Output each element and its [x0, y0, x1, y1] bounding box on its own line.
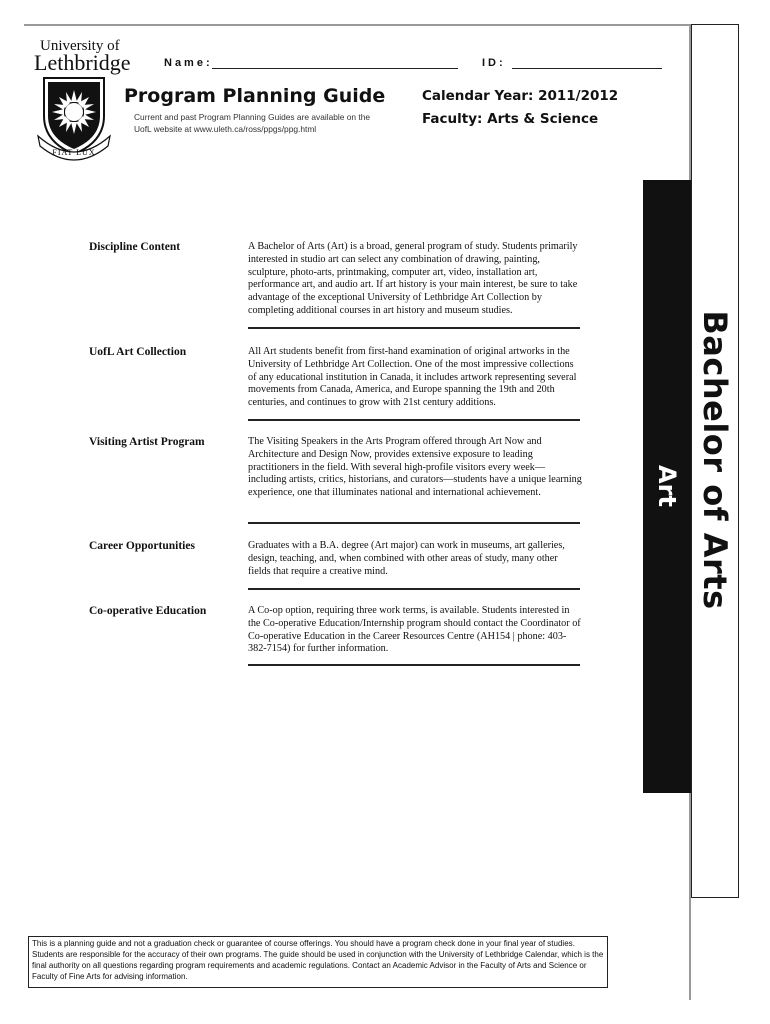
section-divider [248, 588, 580, 590]
university-name-line1: University of [40, 38, 120, 54]
faculty: Faculty: Arts & Science [422, 111, 599, 127]
section-label-discipline: Discipline Content [89, 241, 181, 253]
university-name-line2: Lethbridge [34, 50, 131, 75]
name-label: Name: [164, 57, 213, 69]
page-title: Program Planning Guide [124, 85, 386, 107]
crest-motto: FIAT LUX [52, 148, 96, 157]
section-label-visiting-artist: Visiting Artist Program [89, 436, 205, 448]
disclaimer-footer: This is a planning guide and not a graduation check or guarantee of course offerings. You should have a program check done in your final year of studies. Students are responsible for the accuracy of their own programs. The guide should be used in conjunction with the University of Lethbridge Calendar, which is the final authority on all questions regarding program requirements and academic regulations. Contact an Academic Advisor in the Faculty of Arts and Science or Faculty of Fine Arts for advising information. [28, 936, 608, 988]
section-label-coop: Co-operative Education [89, 605, 207, 617]
degree-label: Bachelor of Arts [696, 310, 734, 610]
page-frame [24, 24, 691, 1000]
section-divider [248, 419, 580, 421]
major-label: Art [653, 465, 681, 507]
section-body-visiting-artist: The Visiting Speakers in the Arts Program offered through Art Now and Architecture and Design Now, provides extensive exposure to leading practitioners in the field. With several high-profile visitors every week—including artists, critics, historians, and curators—students have a unique learning experience, one that illuminates national and international achievement. [248, 436, 582, 499]
section-divider [248, 522, 580, 524]
section-body-collection: All Art students benefit from first-hand examination of original artworks in the University of Lethbridge Art Collection. One of the most impressive collections of any educational institution in Canada, it includes artwork representing several movements from Canada, America, and Europe spanning the 19th and 20th centuries, and continues to grow with 21st century additions. [248, 346, 577, 409]
university-crest-icon [36, 76, 116, 164]
section-body-career: Graduates with a B.A. degree (Art major) can work in museums, art galleries, design, teaching, and, when combined with other areas of study, many other fields that require a creative mind. [248, 540, 565, 577]
id-field[interactable] [512, 68, 662, 69]
id-label: ID: [482, 57, 506, 69]
calendar-year: Calendar Year: 2011/2012 [422, 88, 619, 104]
section-body-coop: A Co-op option, requiring three work terms, is available. Students interested in the Co-operative Education/Internship program should contact the Coordinator of Co-operative Education in the Career Resources Centre (AH154 | phone: 403-382-7154) for further information. [248, 605, 581, 655]
page-subtitle: Current and past Program Planning Guides are available on the UofL website at www.uleth.ca/ross/ppgs/ppg.html [134, 112, 371, 134]
section-divider [248, 327, 580, 329]
section-label-career: Career Opportunities [89, 540, 195, 552]
section-label-collection: UofL Art Collection [89, 346, 187, 358]
name-field[interactable] [212, 68, 458, 69]
section-divider [248, 664, 580, 666]
section-body-discipline: A Bachelor of Arts (Art) is a broad, general program of study. Students primarily interested in studio art can select any combination of drawing, painting, sculpture, photo-arts, printmaking, computer art, video, installation art, performance art, and audio art. If art history is your main interest, be sure to take advantage of the exceptional University of Lethbridge Art Collection by completing additional courses in art history and museum studies. [248, 241, 578, 316]
